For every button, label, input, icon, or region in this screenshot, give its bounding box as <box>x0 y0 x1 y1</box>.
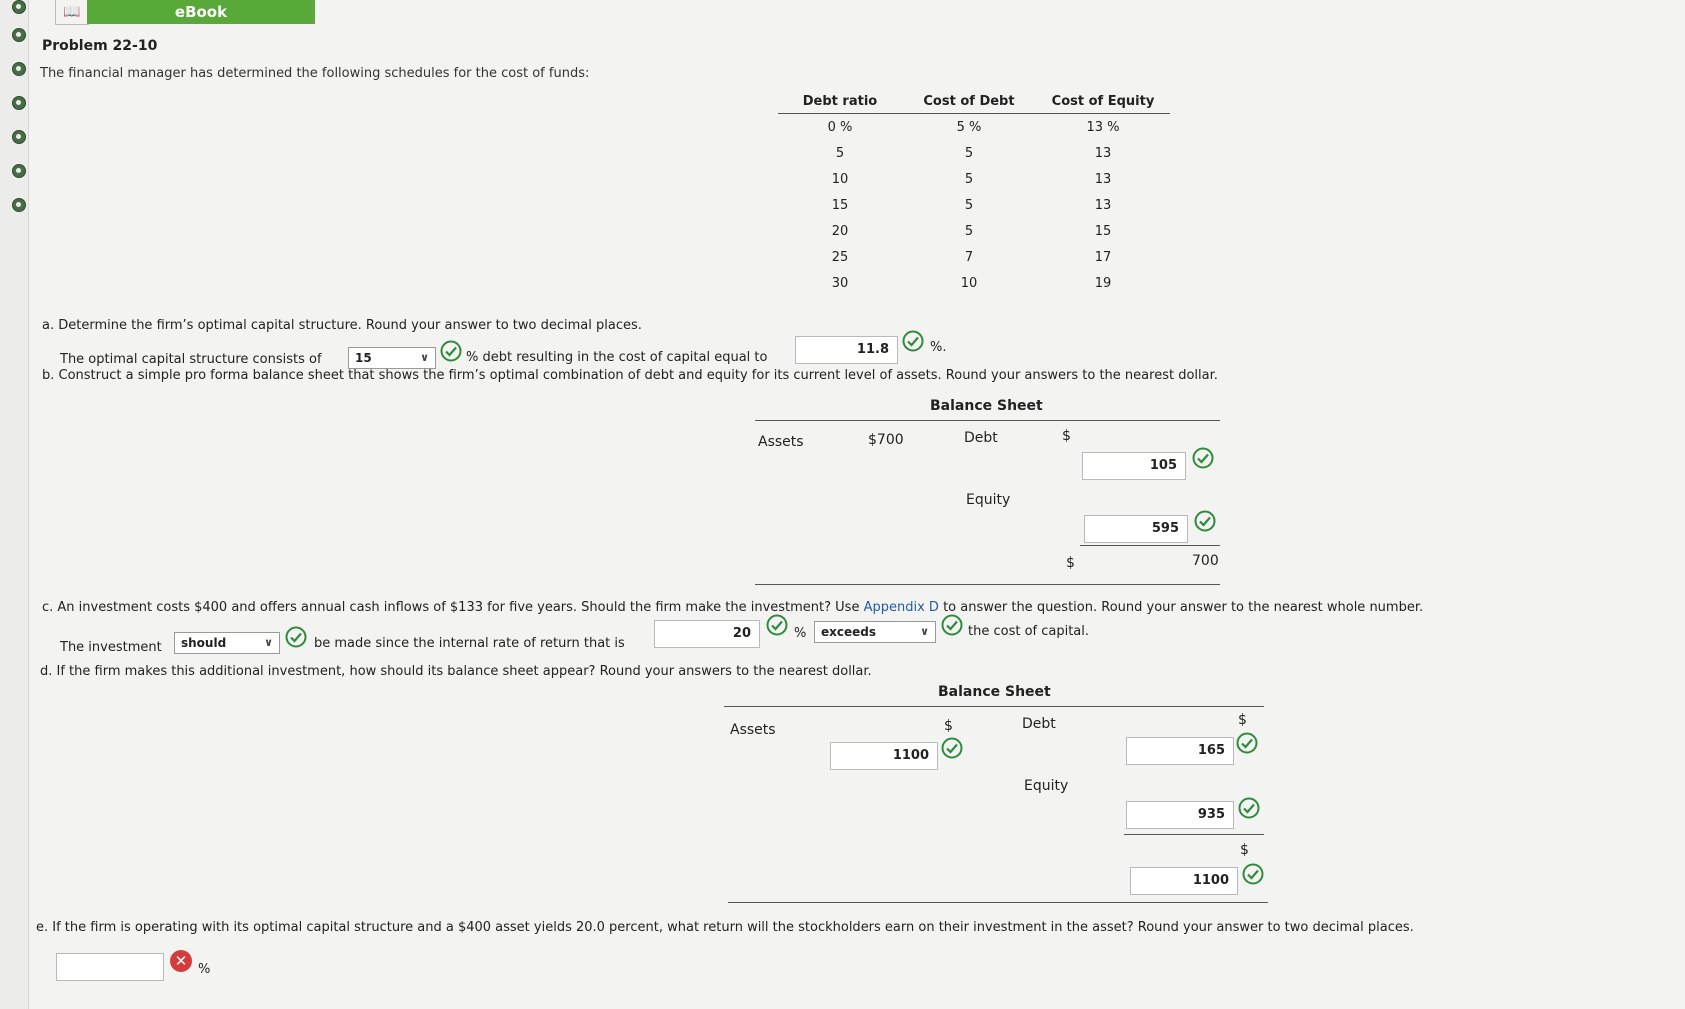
table-row <box>778 114 1170 141</box>
table-header-row <box>778 90 1170 114</box>
divider <box>728 902 1268 903</box>
assets-input[interactable]: 1100 <box>830 742 938 770</box>
cell: 17 <box>1094 249 1112 265</box>
cell: 0 % <box>827 119 853 135</box>
divider <box>1080 545 1220 546</box>
part-a-middle: % debt resulting in the cost of capital equal to <box>466 350 768 365</box>
part-e-question: e. If the firm is operating with its optimal capital structure and a $400 asset yields 20.0 percent, what return will the stockholders earn on their investment in the asset? Round your answer to two decimal places. <box>36 920 1414 935</box>
cell: 30 <box>831 275 849 291</box>
debt-input[interactable]: 105 <box>1082 452 1186 480</box>
intro-text: The financial manager has determined the following schedules for the cost of funds: <box>40 66 590 81</box>
progress-dot-icon[interactable] <box>12 96 26 110</box>
table-row <box>778 244 1170 270</box>
check-icon <box>941 614 963 636</box>
total-dollar-sign: $ <box>1066 555 1075 571</box>
assets-label: Assets <box>730 722 776 738</box>
progress-dot-icon[interactable] <box>12 62 26 76</box>
header-cost-of-equity: Cost of Equity <box>1036 90 1170 114</box>
divider <box>755 584 1220 585</box>
check-icon <box>1236 732 1258 754</box>
cell: 10 <box>960 275 978 291</box>
irr-input[interactable]: 20 <box>654 620 760 648</box>
divider <box>724 706 1264 707</box>
cell: 5 <box>964 145 974 161</box>
part-c-suffix: the cost of capital. <box>968 624 1090 639</box>
optimal-debt-select[interactable] <box>348 347 436 369</box>
cell: 13 <box>1094 145 1112 161</box>
progress-dot-icon[interactable] <box>12 28 26 42</box>
exceeds-select[interactable] <box>814 621 936 643</box>
part-a-suffix: %. <box>930 340 947 355</box>
cost-of-capital-input[interactable]: 11.8 <box>795 336 898 364</box>
cell: 13 <box>1094 197 1112 213</box>
check-icon <box>941 737 963 759</box>
problem-title: Problem 22-10 <box>42 38 158 54</box>
table-row <box>778 270 1170 296</box>
check-icon <box>285 626 307 648</box>
left-rail <box>0 0 29 1009</box>
cell: 10 <box>831 171 849 187</box>
cell: 25 <box>831 249 849 265</box>
cell: 5 <box>964 223 974 239</box>
part-e-suffix: % <box>198 962 211 977</box>
book-icon[interactable]: 📖 <box>55 0 89 25</box>
total-value: 700 <box>1192 553 1219 569</box>
cell: 5 <box>835 145 845 161</box>
part-b-question: b. Construct a simple pro forma balance sheet that shows the firm’s optimal combination of debt and equity for its current level of assets. Round your answers to the nearest dollar. <box>42 368 1218 383</box>
progress-dot-icon[interactable] <box>12 0 26 14</box>
part-c-question <box>42 600 1423 615</box>
exceeds-select-value: exceeds <box>821 625 877 639</box>
check-icon <box>766 614 788 636</box>
cell: 7 <box>964 249 974 265</box>
chevron-down-icon: ∨ <box>920 625 929 638</box>
part-c-question-post: to answer the question. Round your answer to the nearest whole number. <box>943 600 1424 615</box>
check-icon <box>1238 797 1260 819</box>
check-icon <box>440 340 462 362</box>
equity-input[interactable]: 595 <box>1084 515 1188 543</box>
cell: 5 <box>964 197 974 213</box>
equity-input[interactable]: 935 <box>1126 801 1234 829</box>
optimal-debt-select-value: 15 <box>355 351 372 365</box>
should-select-value: should <box>181 636 227 650</box>
check-icon <box>1192 447 1214 469</box>
part-a-question: a. Determine the firm’s optimal capital structure. Round your answer to two decimal places. <box>42 318 642 333</box>
table-row <box>778 140 1170 166</box>
cell: 5 % <box>956 119 982 135</box>
appendix-d-link[interactable]: Appendix D <box>863 600 939 615</box>
part-c-middle: be made since the internal rate of return that is <box>314 636 625 651</box>
ebook-tab[interactable]: eBook <box>87 0 315 24</box>
assets-dollar-sign: $ <box>944 718 953 734</box>
cell: 13 <box>1094 171 1112 187</box>
divider <box>755 420 1220 421</box>
chevron-down-icon: ∨ <box>264 636 273 649</box>
divider <box>1124 834 1264 835</box>
cell: 15 <box>1094 223 1112 239</box>
debt-label: Debt <box>1022 716 1056 732</box>
assets-value: $700 <box>868 432 904 448</box>
header-cost-of-debt: Cost of Debt <box>902 90 1036 114</box>
part-c-question-pre: c. An investment costs $400 and offers annual cash inflows of $133 for five years. Should the firm make the investment? Use <box>42 600 860 615</box>
total-input[interactable]: 1100 <box>1130 867 1238 895</box>
check-icon <box>1242 863 1264 885</box>
debt-input[interactable]: 165 <box>1126 737 1234 765</box>
check-icon <box>1194 510 1216 532</box>
equity-label: Equity <box>1024 778 1069 794</box>
part-a-prefix: The optimal capital structure consists of <box>60 352 322 367</box>
table-row <box>778 192 1170 218</box>
cell: 13 % <box>1086 119 1120 135</box>
part-c-prefix: The investment <box>60 640 162 655</box>
error-x-icon: ✕ <box>170 950 192 972</box>
total-dollar-sign: $ <box>1240 842 1249 858</box>
dollar-sign: $ <box>1062 428 1071 444</box>
debt-dollar-sign: $ <box>1238 712 1247 728</box>
progress-dot-icon[interactable] <box>12 198 26 212</box>
table-row <box>778 218 1170 244</box>
percent-sign: % <box>794 626 807 641</box>
equity-label: Equity <box>966 492 1011 508</box>
check-icon <box>902 330 924 352</box>
table-row <box>778 166 1170 192</box>
cell: 19 <box>1094 275 1112 291</box>
balance-sheet-title: Balance Sheet <box>930 398 1043 414</box>
cell: 5 <box>964 171 974 187</box>
cell: 15 <box>831 197 849 213</box>
debt-label: Debt <box>964 430 998 446</box>
balance-sheet-title: Balance Sheet <box>938 684 1051 700</box>
cost-schedule-table <box>778 90 1170 296</box>
cell: 20 <box>831 223 849 239</box>
part-d-question: d. If the firm makes this additional investment, how should its balance sheet appear? Round your answers to the nearest dollar. <box>40 664 872 679</box>
progress-dot-icon[interactable] <box>12 164 26 178</box>
chevron-down-icon: ∨ <box>420 351 429 364</box>
header-debt-ratio: Debt ratio <box>778 90 902 114</box>
should-select[interactable] <box>174 632 280 654</box>
assets-label: Assets <box>758 434 804 450</box>
stockholder-return-input[interactable] <box>56 953 164 981</box>
progress-dot-icon[interactable] <box>12 130 26 144</box>
